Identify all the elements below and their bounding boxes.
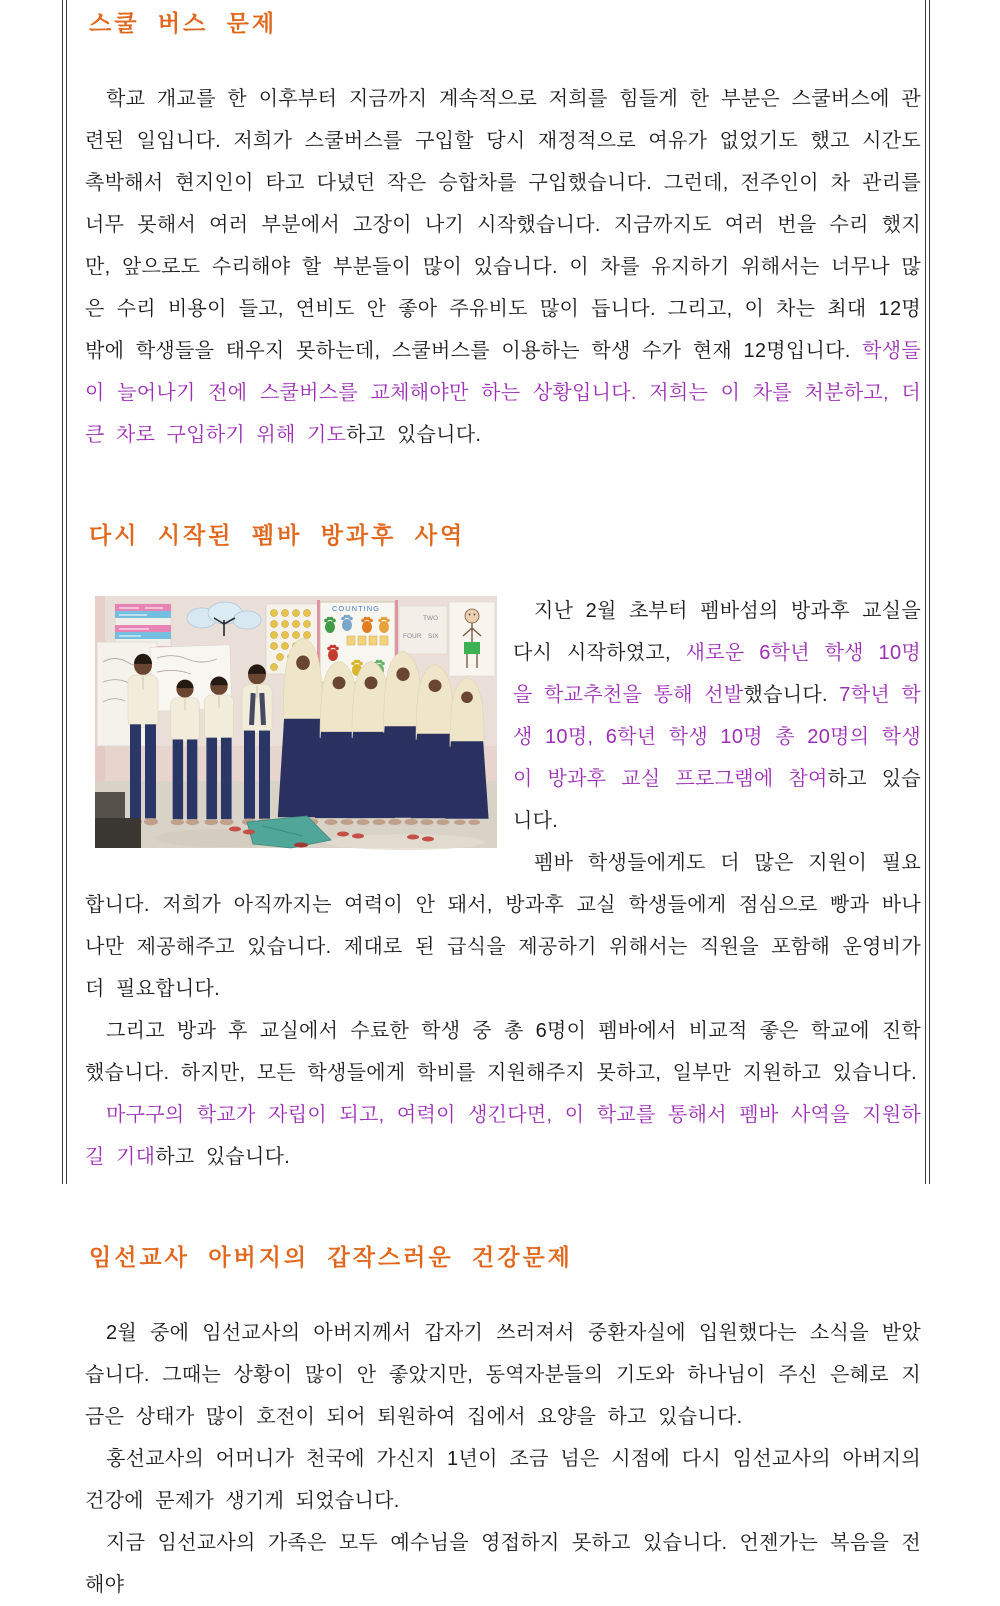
text-run: 하고 있습니다. xyxy=(513,768,921,832)
paragraph xyxy=(85,1094,921,1178)
numbers-poster-word: TWO xyxy=(423,615,439,622)
paragraph xyxy=(85,1312,921,1438)
text-run: 했습니다. xyxy=(743,684,840,706)
numbers-poster-word: SIX xyxy=(428,633,439,640)
section-heading-health: 임선교사 아버지의 갑작스러운 건강문제 xyxy=(89,1244,573,1270)
numbers-poster-word: FOUR xyxy=(403,633,422,640)
text-run: 하고 있습니다. xyxy=(155,1146,291,1168)
section-school-bus xyxy=(85,8,921,456)
section-pemba-afterschool xyxy=(85,520,921,1178)
text-run-highlight: 7학년 학생 10명, 6학년 학생 10명 총 20명의 학생이 방과후 교실 프로그램에 참여 xyxy=(513,684,921,790)
paragraph xyxy=(85,78,921,456)
paragraph xyxy=(85,1010,921,1094)
paragraph xyxy=(85,842,921,1010)
section-heading-pemba: 다시 시작된 펨바 방과후 사역 xyxy=(89,522,466,548)
text-run: 지난 2월 초부터 펨바섬의 방과후 교실을 다시 시작하였고, xyxy=(513,600,921,664)
text-run-highlight: 학생들이 늘어나기 전에 스쿨버스를 교체해야만 하는 상황입니다. 저희는 이 차를 처분하고, 더 큰 차로 구입하기 위해 기도 xyxy=(85,340,921,446)
text-run: 2월 중에 임선교사의 아버지께서 갑자기 쓰러져서 중환자실에 입원했다는 소식을 받았습니다. 그때는 상황이 많이 안 좋았지만, 동역자분들의 기도와 하나님이 주신 은혜로 지금은 상태가 많이 호전이 되어 퇴원하여 집에서 요양을 하고 있습니다. xyxy=(85,1322,921,1428)
counting-poster-title: COUNTING xyxy=(332,604,380,613)
text-run: 지금 임선교사의 가족은 모두 예수님을 영접하지 못하고 있습니다. 언젠가는 복음을 전해야 xyxy=(85,1532,921,1596)
text-run: 학교 개교를 한 이후부터 지금까지 계속적으로 저희를 힘들게 한 부분은 스쿨버스에 관련된 일입니다. 저희가 스쿨버스를 구입할 당시 재정적으로 여유가 없었기도 했고 시간도 촉박해서 현지인이 타고 다녔던 작은 승합차를 구입했습니다. 그런데, 전주인이 차 관리를 너무 못해서 여러 부분에서 고장이 나기 시작했습니다. 지금까지도 여러 번을 수리 했지만, 앞으로도 수리해야 할 부분들이 많이 있습니다. 이 차를 유지하기 위해서는 너무나 많은 수리 비용이 들고, 연비도 안 좋아 주유비도 많이 듭니다. 그리고, 이 차는 최대 12명밖에 학생들을 태우지 못하는데, 스쿨버스를 이용하는 학생 수가 현재 12명입니다. xyxy=(85,88,921,362)
section-health-problem xyxy=(85,1242,921,1606)
page-border-left xyxy=(62,0,67,1184)
paragraph xyxy=(85,1438,921,1522)
page-border-right xyxy=(925,0,930,1184)
body-chart-poster xyxy=(449,602,495,676)
text-run: 홍선교사의 어머니가 천국에 가신지 1년이 조금 넘은 시점에 다시 임선교사의 아버지의 건강에 문제가 생기게 되었습니다. xyxy=(85,1448,921,1512)
text-run: 하고 있습니다. xyxy=(346,424,482,446)
text-run-highlight: 마구구의 학교가 자립이 되고, 여력이 생긴다면, 이 학교를 통해서 펨바 사역을 지원하길 기대 xyxy=(85,1104,921,1168)
numbers-poster xyxy=(399,606,447,654)
text-run: 펨바 학생들에게도 더 많은 지원이 필요합니다. 저희가 아직까지는 여력이 안 돼서, 방과후 교실 학생들에게 점심으로 빵과 바나나만 제공해주고 있습니다. 제대로 된 급식을 제공하기 위해서는 직원을 포함해 운영비가 더 필요합니다. xyxy=(85,852,921,1000)
text-run: 그리고 방과 후 교실에서 수료한 학생 중 총 6명이 펨바에서 비교적 좋은 학교에 진학했습니다. 하지만, 모든 학생들에게 학비를 지원해주지 못하고, 일부만 지원하고 있습니다. xyxy=(85,1020,921,1084)
text-run-highlight: 새로운 6학년 학생 10명을 학교추천을 통해 선발 xyxy=(513,642,921,706)
paragraph xyxy=(85,1522,921,1606)
classroom-students-photo xyxy=(95,596,497,848)
document-content xyxy=(85,8,921,1606)
section-heading-school-bus: 스쿨 버스 문제 xyxy=(89,10,278,36)
